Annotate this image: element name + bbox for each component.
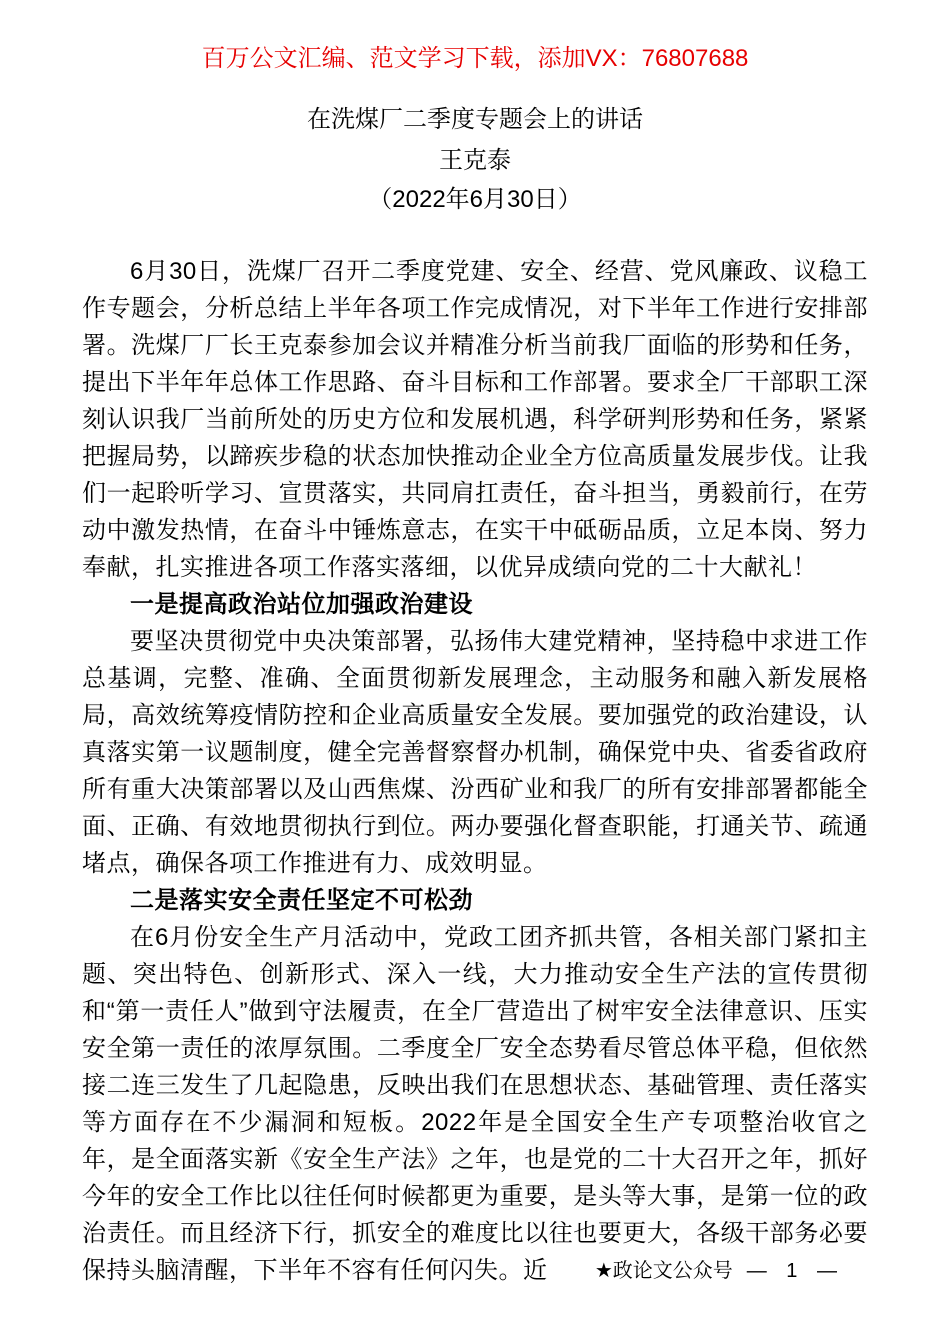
document-date: （2022年6月30日）: [368, 186, 582, 213]
paragraph-intro: 6月30日，洗煤厂召开二季度党建、安全、经营、党风廉政、议稳工作专题会，分析总结上半年各项工作完成情况，对下半年工作进行安排部署。洗煤厂厂长王克泰参加会议并精准分析当前我厂面临的形势和任务，提出下半年年总体工作思路、奋斗目标和工作部署。要求全厂干部职工深刻认识我厂当前所处的历史方位和发展机遇，科学研判形势和任务，紧紧把握局势，以蹄疾步稳的状态加快推动企业全方位高质量发展步伐。让我们一起聆听学习、宣贯落实，共同肩扛责任，奋斗担当，勇毅前行，在劳动中激发热情，在奋斗中锤炼意志，在实干中砥砺品质，立足本岗、努力奉献，扎实推进各项工作落实落细，以优异成绩向党的二十大献礼！: [82, 258, 868, 581]
document-title: 在洗煤厂二季度专题会上的讲话: [307, 106, 643, 133]
document-author: 王克泰: [439, 147, 511, 174]
paragraph-section-2: 在6月份安全生产月活动中，党政工团齐抓共管，各相关部门紧扣主题、突出特色、创新形式、深入一线，大力推动安全生产法的宣传贯彻和“第一责任人”做到守法履责，在全厂营造出了树牢安全法律意识、压实安全第一责任的浓厚氛围。二季度全厂安全态势看尽管总体平稳，但依然接二连三发生了几起隐患，反映出我们在思想状态、基础管理、责任落实等方面存在不少漏洞和短板。2022年是全国安全生产专项整治收官之年，是全面落实新《安全生产法》之年，也是党的二十大召开之年，抓好今年的安全工作比以往任何时候都更为重要，是头等大事，是第一位的政治责任。而且经济下行，抓安全的难度比以往也要更大，各级干部务必要保持头脑清醒，下半年不容有任何闪失。近: [82, 924, 868, 1284]
paragraph-section-1: 要坚决贯彻党中央决策部署，弘扬伟大建党精神，坚持稳中求进工作总基调，完整、准确、全面贯彻新发展理念，主动服务和融入新发展格局，高效统筹疫情防控和企业高质量安全发展。要加强党的政治建设，认真落实第一议题制度，健全完善督察督办机制，确保党中央、省委省政府所有重大决策部署以及山西焦煤、汾西矿业和我厂的所有安排部署都能全面、正确、有效地贯彻执行到位。两办要强化督查职能，打通关节、疏通堵点，确保各项工作推进有力、成效明显。: [82, 628, 868, 877]
page-number: — 1 —: [746, 1260, 838, 1282]
section-heading-1: 一是提高政治站位加强政治建设: [130, 591, 473, 618]
footer-watermark: ★政论文公众号: [594, 1260, 733, 1282]
header-notice: 百万公文汇编、范文学习下载，添加VX：76807688: [201, 45, 749, 72]
section-heading-2: 二是落实安全责任坚定不可松劲: [130, 887, 473, 914]
document-body: [82, 253, 868, 1289]
page-footer: [573, 1232, 838, 1310]
